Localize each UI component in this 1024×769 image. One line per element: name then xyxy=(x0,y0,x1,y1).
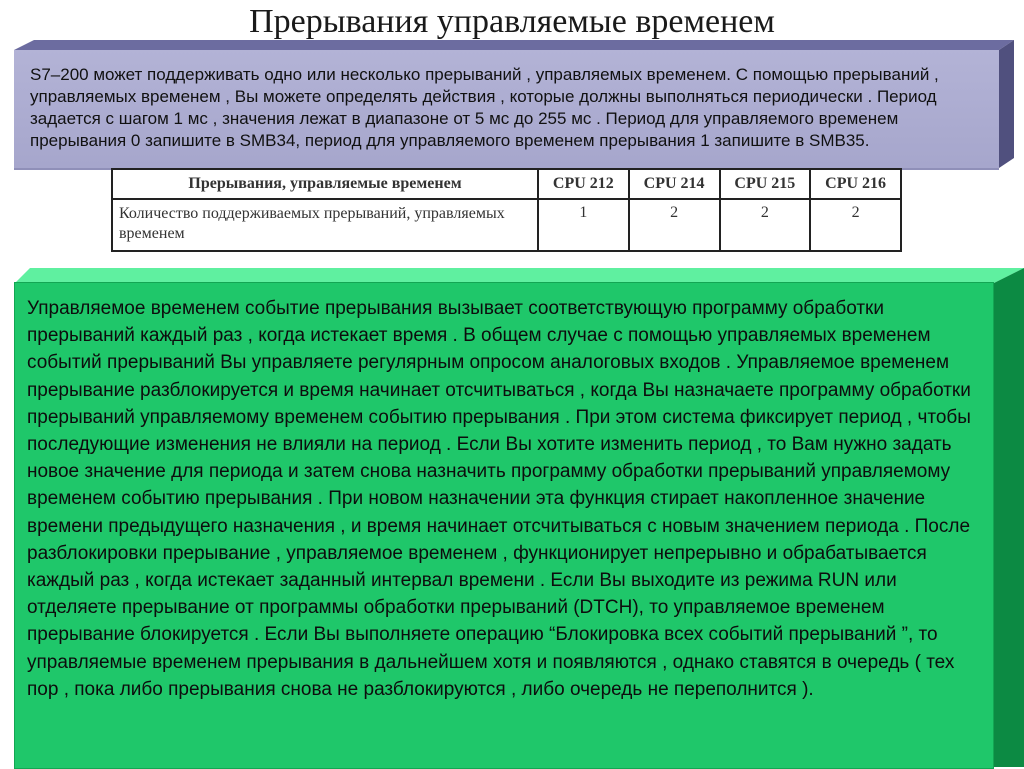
body-panel xyxy=(0,268,1024,767)
table-cell: 2 xyxy=(720,199,811,251)
table-cell: 2 xyxy=(629,199,720,251)
body-text: Управляемое временем событие прерывания вызывает соответствующую программу обработки прерываний каждый раз , когда истекает время . В общем случае с помощью управляемых временем событий прерываний Вы управляете регулярным опросом аналоговых входов . Управляемое временем прерывание разблокируется и время начинает отсчитываться , когда Вы назначаете программу обработки прерываний управляемому временем событию прерывания . При этом система фиксирует период , чтобы последующие изменения не влияли на период . Если Вы хотите изменить период , то Вам нужно задать новое значение для периода и затем снова назначить программу обработки прерываний управляемому временем событию прерывания . При новом назначении эта функция стирает накопленное значение времени предыдущего назначения , и время начинает отсчитываться с новым значением периода . После разблокировки прерывание , управляемое временем , функционирует непрерывно и обрабатывается каждый раз , когда истекает заданный интервал времени . Если Вы выходите из режима RUN или отделяете прерывание от программы обработки прерываний (DTCH), то управляемое временем прерывание блокируется . Если Вы выполняете операцию “Блокировка всех событий прерываний ”, то управляемые временем прерывания в дальнейшем хотя и появляются , однако ставятся в очередь ( тех пор , пока либо прерывания снова не разблокируются , либо очередь не переполнится ). xyxy=(27,298,971,700)
intro-panel-side-bevel xyxy=(999,40,1019,168)
table-row xyxy=(112,199,901,251)
intro-panel xyxy=(14,40,1024,180)
table-cell: 2 xyxy=(810,199,901,251)
table-header-cell: Прерывания, управляемые временем xyxy=(112,169,538,199)
table-cell: 1 xyxy=(538,199,629,251)
table-header-row xyxy=(112,169,901,199)
table-header-cell: CPU 214 xyxy=(629,169,720,199)
table-header-cell: CPU 212 xyxy=(538,169,629,199)
intro-panel-top-bevel xyxy=(14,40,1014,50)
body-panel-face xyxy=(14,282,994,769)
intro-panel-face xyxy=(14,50,999,170)
intro-text: S7–200 может поддерживать одно или несколько прерываний , управляемых временем. С помощью прерываний , управляемых временем , Вы можете определять действия , которые должны выполняться периодически . Период задается с шагом 1 мс , значения лежат в диапазоне от 5 мс до 255 мс . Период для управляемого временем прерывания 0 запишите в SMB34, период для управляемого временем прерывания 1 запишите в SMB35. xyxy=(30,65,939,150)
table-header-cell: CPU 215 xyxy=(720,169,811,199)
slide-title: Прерывания управляемые временем xyxy=(249,3,775,40)
table-row-label: Количество поддерживаемых прерываний, управляемых временем xyxy=(112,199,538,251)
table-header-cell: CPU 216 xyxy=(810,169,901,199)
cpu-interrupt-table xyxy=(111,168,902,252)
body-panel-side-bevel xyxy=(992,268,1024,767)
